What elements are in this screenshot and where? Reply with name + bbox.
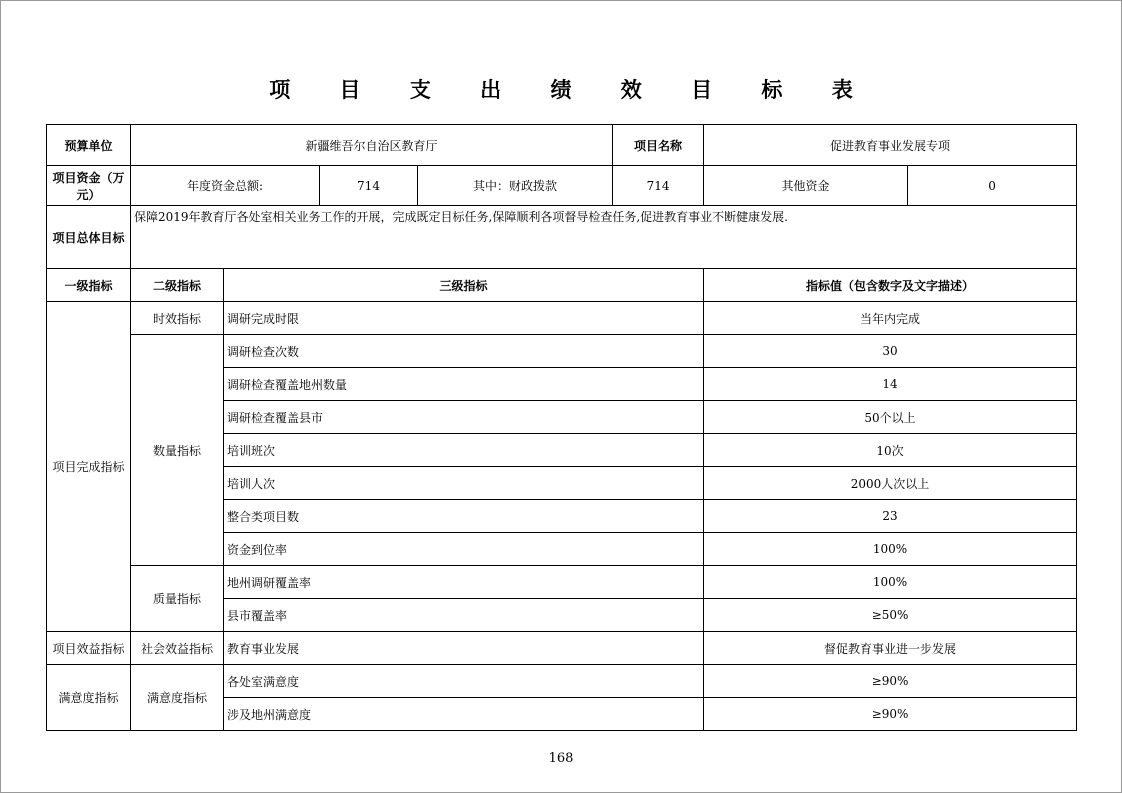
level1-benefit: 项目效益指标 [47, 632, 131, 665]
level2-quality: 质量指标 [131, 566, 224, 632]
indicator-value: 23 [704, 500, 1077, 533]
indicator-name: 培训班次 [224, 434, 704, 467]
indicator-value: 督促教育事业进一步发展 [704, 632, 1077, 665]
goal-text: 保障2019年教育厅各处室相关业务工作的开展，完成既定目标任务,保障顺利各项督导检查任务,促进教育事业不断健康发展. [131, 206, 1077, 269]
funds-other-value: 0 [908, 166, 1077, 206]
column-header-level1: 一级指标 [47, 269, 131, 302]
funds-total-label: 年度资金总额: [131, 166, 320, 206]
level1-completion: 项目完成指标 [47, 302, 131, 632]
level2-timeliness: 时效指标 [131, 302, 224, 335]
page-title: 项 目 支 出 绩 效 目 标 表 [269, 78, 874, 102]
indicator-name: 整合类项目数 [224, 500, 704, 533]
column-header-level3: 三级指标 [224, 269, 704, 302]
page-number: 168 [548, 751, 574, 766]
indicator-value: ≥50% [704, 599, 1077, 632]
funds-label: 项目资金（万元） [47, 166, 131, 206]
indicator-value: 当年内完成 [704, 302, 1077, 335]
indicator-name: 调研检查覆盖地州数量 [224, 368, 704, 401]
table-row [47, 632, 1077, 665]
funds-other-label: 其他资金 [704, 166, 908, 206]
table-row [47, 302, 1077, 335]
project-name-value: 促进教育事业发展专项 [704, 125, 1077, 166]
indicator-value: 30 [704, 335, 1077, 368]
level1-satisfaction: 满意度指标 [47, 665, 131, 731]
indicator-value: 50个以上 [704, 401, 1077, 434]
funds-fiscal-label: 其中：财政拨款 [418, 166, 613, 206]
level2-social-benefit: 社会效益指标 [131, 632, 224, 665]
funds-fiscal-value: 714 [613, 166, 704, 206]
table-row [47, 665, 1077, 698]
column-header-level2: 二级指标 [131, 269, 224, 302]
indicator-value: 2000人次以上 [704, 467, 1077, 500]
budget-unit-label: 预算单位 [47, 125, 131, 166]
indicator-value: ≥90% [704, 698, 1077, 731]
indicator-name: 县市覆盖率 [224, 599, 704, 632]
indicator-name: 调研完成时限 [224, 302, 704, 335]
indicator-name: 调研检查次数 [224, 335, 704, 368]
indicator-value: 10次 [704, 434, 1077, 467]
indicator-value: ≥90% [704, 665, 1077, 698]
indicator-name: 调研检查覆盖县市 [224, 401, 704, 434]
budget-unit-value: 新疆维吾尔自治区教育厅 [131, 125, 613, 166]
level2-quantity: 数量指标 [131, 335, 224, 566]
indicator-value: 100% [704, 533, 1077, 566]
funds-total-value: 714 [320, 166, 418, 206]
indicator-name: 涉及地州满意度 [224, 698, 704, 731]
project-name-label: 项目名称 [613, 125, 704, 166]
indicator-name: 地州调研覆盖率 [224, 566, 704, 599]
table-row [47, 566, 1077, 599]
performance-table [46, 124, 1077, 731]
indicator-name: 资金到位率 [224, 533, 704, 566]
indicator-value: 100% [704, 566, 1077, 599]
level2-satisfaction: 满意度指标 [131, 665, 224, 731]
indicator-name: 各处室满意度 [224, 665, 704, 698]
table-row [47, 335, 1077, 368]
column-header-value: 指标值（包含数字及文字描述） [704, 269, 1077, 302]
goal-label: 项目总体目标 [47, 206, 131, 269]
indicator-name: 培训人次 [224, 467, 704, 500]
indicator-value: 14 [704, 368, 1077, 401]
indicator-name: 教育事业发展 [224, 632, 704, 665]
